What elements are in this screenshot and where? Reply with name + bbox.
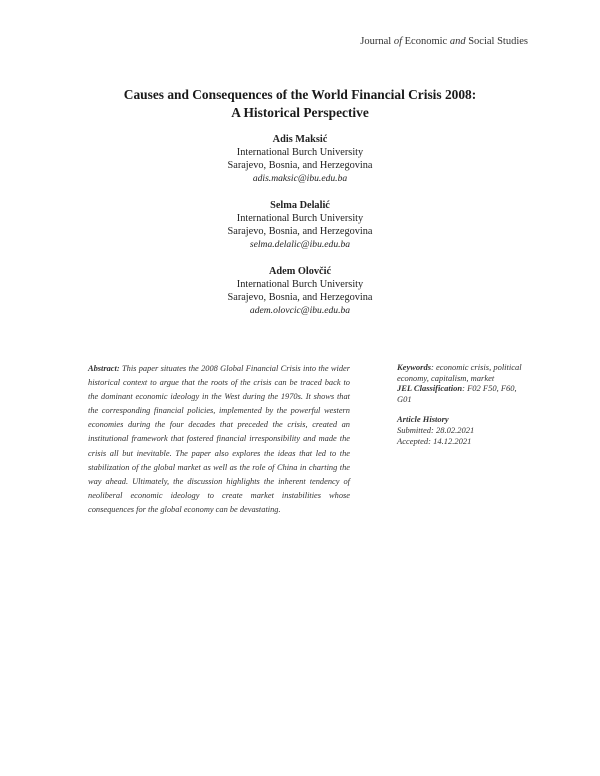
author-email[interactable]: adem.olovcic@ibu.edu.ba xyxy=(249,305,351,316)
author-list xyxy=(100,133,500,331)
title-line-1: Causes and Consequences of the World Financial Crisis 2008: xyxy=(123,87,477,102)
jel-label: JEL Classification xyxy=(397,383,463,394)
journal-header xyxy=(360,36,528,47)
jel-classification xyxy=(397,383,532,404)
jel-text: : F02 F50, F60, G01 xyxy=(397,383,517,404)
abstract-label: Abstract: xyxy=(88,364,120,373)
article-meta xyxy=(397,362,532,446)
author-name: Adis Maksić xyxy=(272,134,328,145)
history-submitted: Submitted: 28.02.2021 xyxy=(397,424,475,435)
history-label: Article History xyxy=(397,414,449,425)
author-email[interactable]: adis.maksic@ibu.edu.ba xyxy=(252,173,348,184)
keywords-text: : economic crisis, political economy, capitalism, market xyxy=(397,362,522,383)
keywords xyxy=(397,362,532,383)
author-affiliation: International Burch University xyxy=(236,213,364,224)
paper-title xyxy=(60,86,540,122)
journal-name-part: of xyxy=(393,36,402,47)
journal-name-part: and xyxy=(449,36,466,47)
author-name: Selma Delalić xyxy=(270,200,330,211)
journal-name-part: Journal xyxy=(360,36,394,47)
author-block xyxy=(100,133,500,185)
abstract-text: This paper situates the 2008 Global Financial Crisis into the wider historical context to argue that the roots of the crisis can be traced back to the dominant economic ideology in the West during the 1970s. It shows that the corresponding financial policies, implemented by the powerful western economies during the four decades that preceded the crisis, created an institutional framework that fostered financial irresponsibility and made the crisis all but inevitable. The paper also explores the ideas that led to the stabilization of the global market as well as the role of China in charting the way ahead. Ultimately, the discussion highlights the inherent tendency of neoliberal economic ideology to create market instabilities whose consequences for the global economy can be devastating. xyxy=(88,364,350,514)
author-affiliation: International Burch University xyxy=(236,279,364,290)
author-affiliation: International Burch University xyxy=(236,147,364,158)
author-location: Sarajevo, Bosnia, and Herzegovina xyxy=(227,226,373,237)
abstract xyxy=(88,362,350,517)
author-name: Adem Olovčić xyxy=(268,266,332,277)
title-line-2: A Historical Perspective xyxy=(231,105,369,120)
article-history xyxy=(397,414,532,446)
journal-name-part: Economic xyxy=(402,36,450,47)
author-block xyxy=(100,199,500,251)
author-email[interactable]: selma.delalic@ibu.edu.ba xyxy=(249,239,351,250)
author-location: Sarajevo, Bosnia, and Herzegovina xyxy=(227,160,373,171)
journal-name-part: Social Studies xyxy=(465,36,528,47)
author-block xyxy=(100,265,500,317)
author-location: Sarajevo, Bosnia, and Herzegovina xyxy=(227,292,373,303)
keywords-label: Keywords xyxy=(397,362,431,372)
history-accepted: Accepted: 14.12.2021 xyxy=(397,435,472,446)
